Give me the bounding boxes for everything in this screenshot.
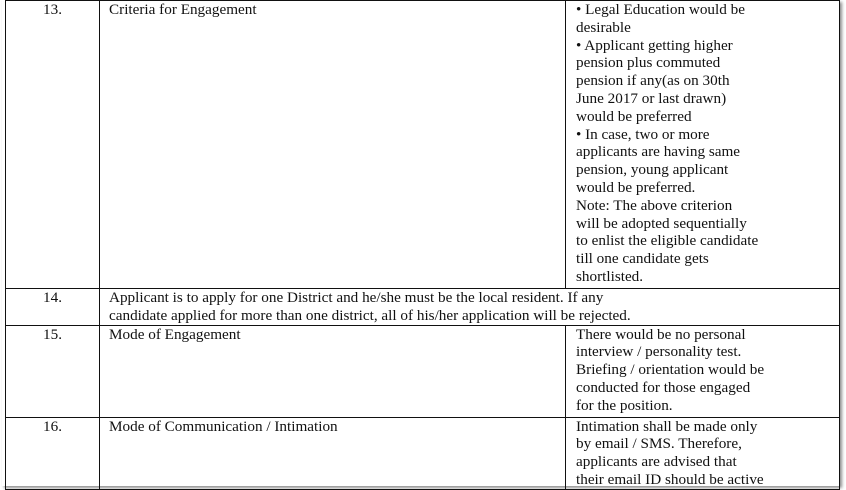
detail-line: • In case, two or more xyxy=(576,125,710,143)
row-text xyxy=(100,289,840,326)
row-number: 13. xyxy=(6,1,100,289)
table-row-14 xyxy=(6,289,840,326)
detail-line: • Applicant getting higher xyxy=(576,36,733,54)
detail-line: pension, young applicant xyxy=(576,161,729,179)
row-label: Mode of Communication / Intimation xyxy=(100,417,566,489)
row-label: Criteria for Engagement xyxy=(100,1,566,289)
detail-line: applicants are having same xyxy=(576,143,741,161)
text-line: Applicant is to apply for one District and he/she must be the local resident. If any xyxy=(109,289,604,306)
detail-line: Note: The above criterion xyxy=(576,196,733,214)
row-number: 15. xyxy=(6,325,100,417)
detail-line: pension plus commuted xyxy=(576,54,721,72)
row-number: 16. xyxy=(6,417,100,489)
detail-line: will be adopted sequentially xyxy=(576,214,747,232)
detail-line: shortlisted. xyxy=(576,267,644,285)
row-details xyxy=(566,325,840,417)
document-frame xyxy=(2,0,840,486)
detail-line: interview / personality test. xyxy=(576,343,742,361)
detail-line: pension if any(as on 30th xyxy=(576,72,730,90)
detail-line: There would be no personal xyxy=(576,325,746,343)
row-label: Mode of Engagement xyxy=(100,325,566,417)
row-details xyxy=(566,417,840,489)
detail-line: Briefing / orientation would be xyxy=(576,361,765,379)
text-line: candidate applied for more than one district, all of his/her application will be rejected. xyxy=(109,306,631,324)
detail-line: by email / SMS. Therefore, xyxy=(576,435,742,453)
row-number: 14. xyxy=(6,289,100,326)
detail-line: June 2017 or last drawn) xyxy=(576,89,727,107)
row-details xyxy=(566,1,840,289)
detail-line: applicants are advised that xyxy=(576,453,737,471)
detail-line: would be preferred. xyxy=(576,178,696,196)
detail-line: Intimation shall be made only xyxy=(576,417,758,435)
table-row-15 xyxy=(6,325,840,417)
detail-line: desirable xyxy=(576,18,631,36)
detail-line: conducted for those engaged xyxy=(576,378,751,396)
detail-line: for the position. xyxy=(576,396,673,414)
detail-line: to enlist the eligible candidate xyxy=(576,232,759,250)
table-row-16 xyxy=(6,417,840,489)
detail-line: would be preferred xyxy=(576,107,692,125)
detail-line: till one candidate gets xyxy=(576,250,709,268)
criteria-table xyxy=(5,0,840,490)
detail-line: • Legal Education would be xyxy=(576,1,745,18)
table-row-13 xyxy=(6,1,840,289)
detail-line: their email ID should be active xyxy=(576,470,764,488)
